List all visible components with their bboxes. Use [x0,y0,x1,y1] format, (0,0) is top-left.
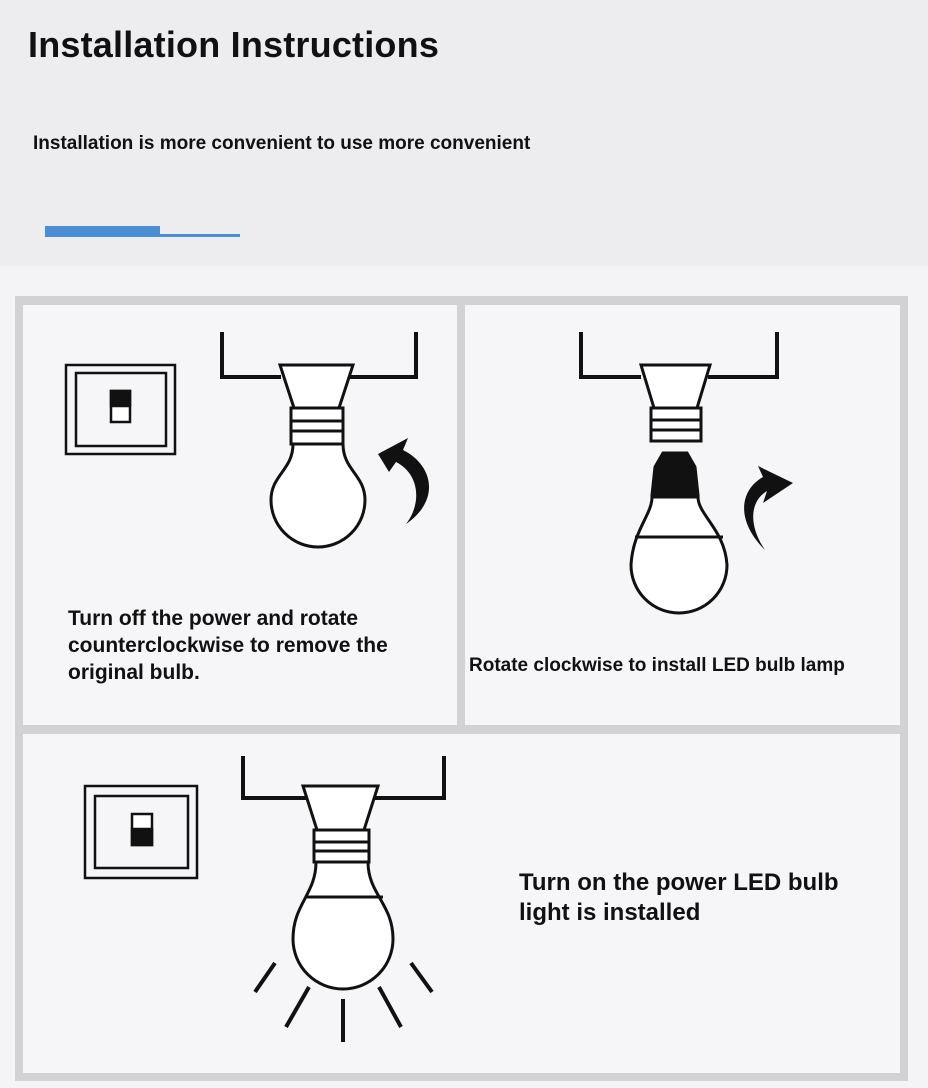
page-subtitle: Installation is more convenient to use more convenient [33,133,531,154]
page-title: Installation Instructions [28,24,440,65]
step-1-panel [23,305,457,725]
step-2-panel [465,305,900,725]
socket-base-icon [641,365,710,441]
wall-switch-icon [85,786,197,878]
led-bulb-icon [293,786,393,989]
step-3-caption: Turn on the power LED bulb light is installed [519,869,839,926]
accent-line [160,234,240,237]
clockwise-arrow-icon [744,466,793,550]
accent-bar [45,226,160,237]
led-bulb-icon [631,453,727,613]
step-1-caption: Turn off the power and rotate counterclockwise to remove the original bulb. [68,607,388,684]
counterclockwise-arrow-icon [378,438,429,524]
wall-switch-icon [66,365,175,454]
bulb-icon [271,365,365,547]
step-2-caption: Rotate clockwise to install LED bulb lamp [469,655,845,676]
step-3-panel [23,734,900,1073]
header [0,0,928,266]
